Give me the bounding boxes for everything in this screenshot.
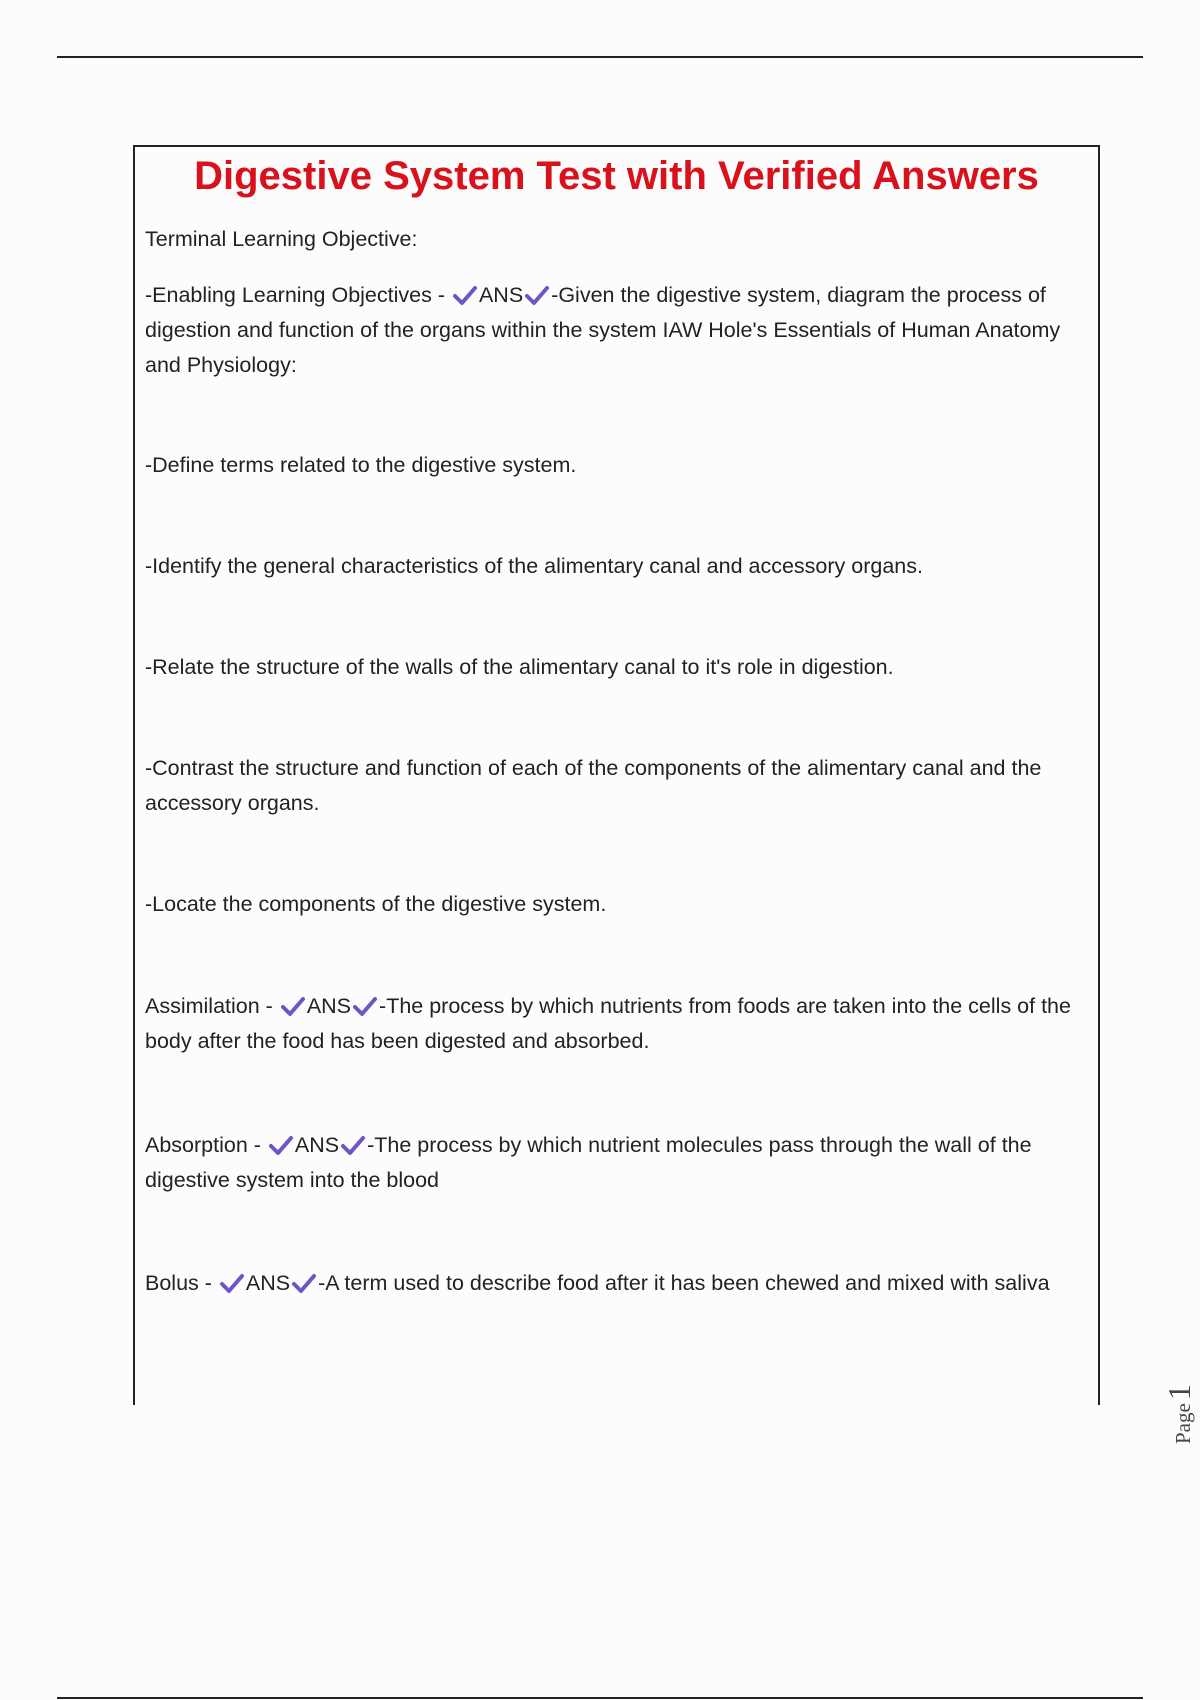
checkmark-icon xyxy=(340,1134,366,1156)
qa-entry: Assimilation - ANS -The process by which nutrients from foods are taken into the cells of the body after the food has been digested and absorbed. xyxy=(145,994,1071,1053)
section-heading: Terminal Learning Objective: xyxy=(145,227,418,251)
answer-marker: ANS xyxy=(478,283,524,307)
page-number-value: 1 xyxy=(1161,1384,1197,1401)
qa-entry: -Enabling Learning Objectives - ANS -Given the digestive system, diagram the process of digestion and function of the organs within the system IAW Hole's Essentials of Human Anatomy and Physiology: xyxy=(145,283,1061,377)
page-number xyxy=(1143,1372,1200,1442)
footer-rule xyxy=(57,1697,1143,1699)
answer-text: -The process by which nutrient molecules pass through the wall of the digestive system into the blood xyxy=(145,1133,1032,1192)
checkmark-icon xyxy=(268,1134,294,1156)
answer-text: -Given the digestive system, diagram the process of digestion and function of the organs within the system IAW Hole's Essentials of Human Anatomy and Physiology: xyxy=(145,283,1061,377)
checkmark-icon xyxy=(452,284,478,306)
checkmark-icon xyxy=(291,1272,317,1294)
checkmark-icon xyxy=(352,995,378,1017)
answer-text: -A term used to describe food after it has been chewed and mixed with saliva xyxy=(318,1271,1050,1295)
answer-text: -The process by which nutrients from foods are taken into the cells of the body after the food has been digested and absorbed. xyxy=(145,994,1071,1053)
checkmark-icon xyxy=(280,995,306,1017)
term-label: Assimilation xyxy=(145,994,260,1018)
qa-entry: Bolus - ANS -A term used to describe food after it has been chewed and mixed with saliva xyxy=(145,1271,1050,1295)
header-rule xyxy=(57,56,1143,58)
term-label: -Enabling Learning Objectives xyxy=(145,283,432,307)
objective-item: -Identify the general characteristics of the alimentary canal and accessory organs. xyxy=(145,554,923,578)
term-label: Bolus xyxy=(145,1271,199,1295)
checkmark-icon xyxy=(524,284,550,306)
objective-item: -Define terms related to the digestive system. xyxy=(145,453,577,477)
term-label: Absorption xyxy=(145,1133,248,1157)
objective-item: -Relate the structure of the walls of the alimentary canal to it's role in digestion. xyxy=(145,655,894,679)
checkmark-icon xyxy=(219,1272,245,1294)
qa-entry: Absorption - ANS -The process by which nutrient molecules pass through the wall of the digestive system into the blood xyxy=(145,1133,1032,1192)
page-label: Page xyxy=(1171,1403,1195,1444)
answer-marker: ANS xyxy=(306,994,352,1018)
objective-item: -Contrast the structure and function of each of the components of the alimentary canal and the accessory organs. xyxy=(145,756,1042,815)
objective-item: -Locate the components of the digestive system. xyxy=(145,892,607,916)
answer-marker: ANS xyxy=(294,1133,340,1157)
answer-marker: ANS xyxy=(245,1271,291,1295)
document-title: Digestive System Test with Verified Answers xyxy=(194,154,1039,198)
